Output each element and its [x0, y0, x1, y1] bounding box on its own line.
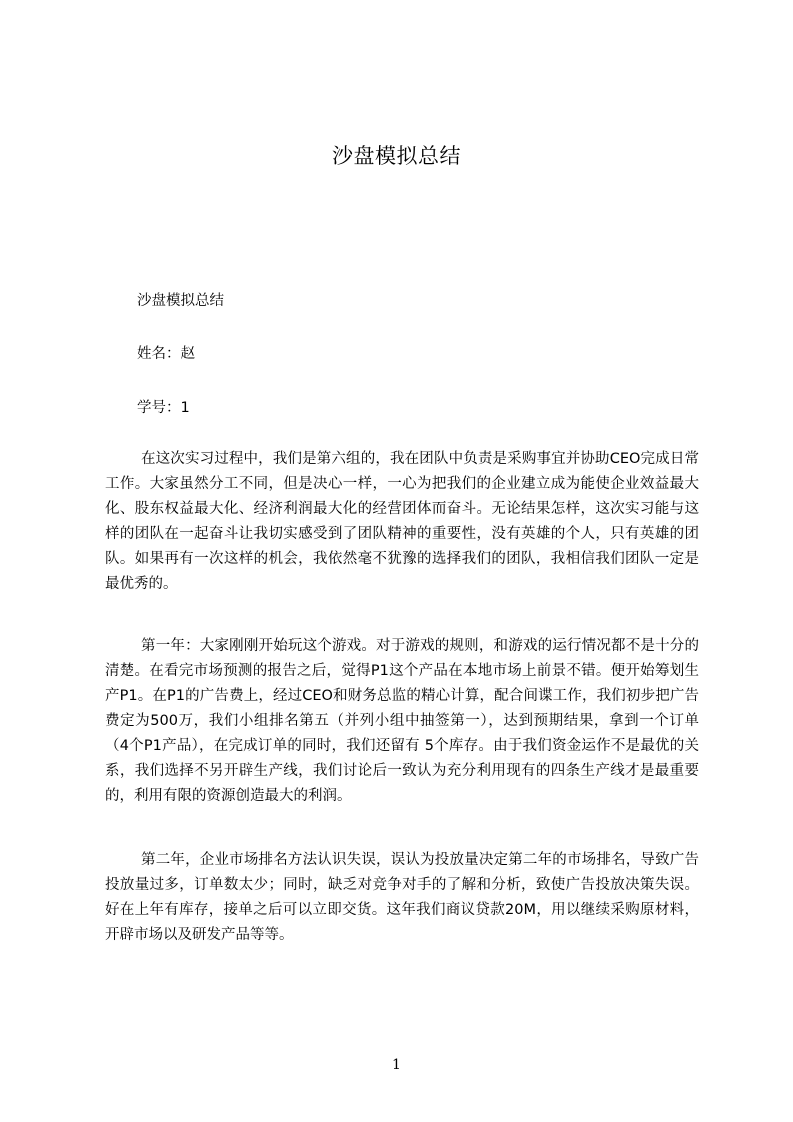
paragraph-intro: 在这次实习过程中，我们是第六组的，我在团队中负责是采购事宜并协助CEO完成日常工作。大家虽然分工不同，但是决心一样，一心为把我们的企业建立成为能使企业效益最大化、股东权益最大化、经济利润最大化的经营团体而奋斗。无论结果怎样，这次实习能与这样的团队在一起奋斗让我切实感受到了团队精神的重要性，没有英雄的个人，只有英雄的团队。如果再有一次这样的机会，我依然毫不犹豫的选择我们的团队，我相信我们团队一定是最优秀的。: [105, 451, 699, 592]
document-subtitle: 沙盘模拟总结: [137, 293, 224, 309]
page-number: 1: [392, 1057, 401, 1073]
name-line: 姓名：赵: [137, 346, 195, 362]
paragraph-year-two: 第二年，企业市场排名方法认识失误，误认为投放量决定第二年的市场排名，导致广告投放量过多，订单数太少；同时，缺乏对竞争对手的了解和分析，致使广告投放决策失误。好在上年有库存，接单之后可以立即交货。这年我们商议贷款20M，用以继续采购原材料，开辟市场以及研发产品等等。: [105, 852, 699, 943]
student-id-line: 学号：1: [137, 400, 190, 416]
paragraph-year-one: 第一年：大家刚刚开始玩这个游戏。对于游戏的规则，和游戏的运行情况都不是十分的清楚。在看完市场预测的报告之后，觉得P1这个产品在本地市场上前景不错。便开始筹划生产P1。在P1的广告费上，经过CEO和财务总监的精心计算，配合间谍工作，我们初步把广告费定为500万，我们小组排名第五（并列小组中抽签第一），达到预期结果，拿到一个订单（4个P1产品），在完成订单的同时，我们还留有 5个库存。由于我们资金运作不是最优的关系，我们选择不另开辟生产线，我们讨论后一致认为充分利用现有的四条生产线才是最重要的，利用有限的资源创造最大的利润。: [105, 638, 699, 804]
page-title: 沙盘模拟总结: [332, 144, 461, 168]
